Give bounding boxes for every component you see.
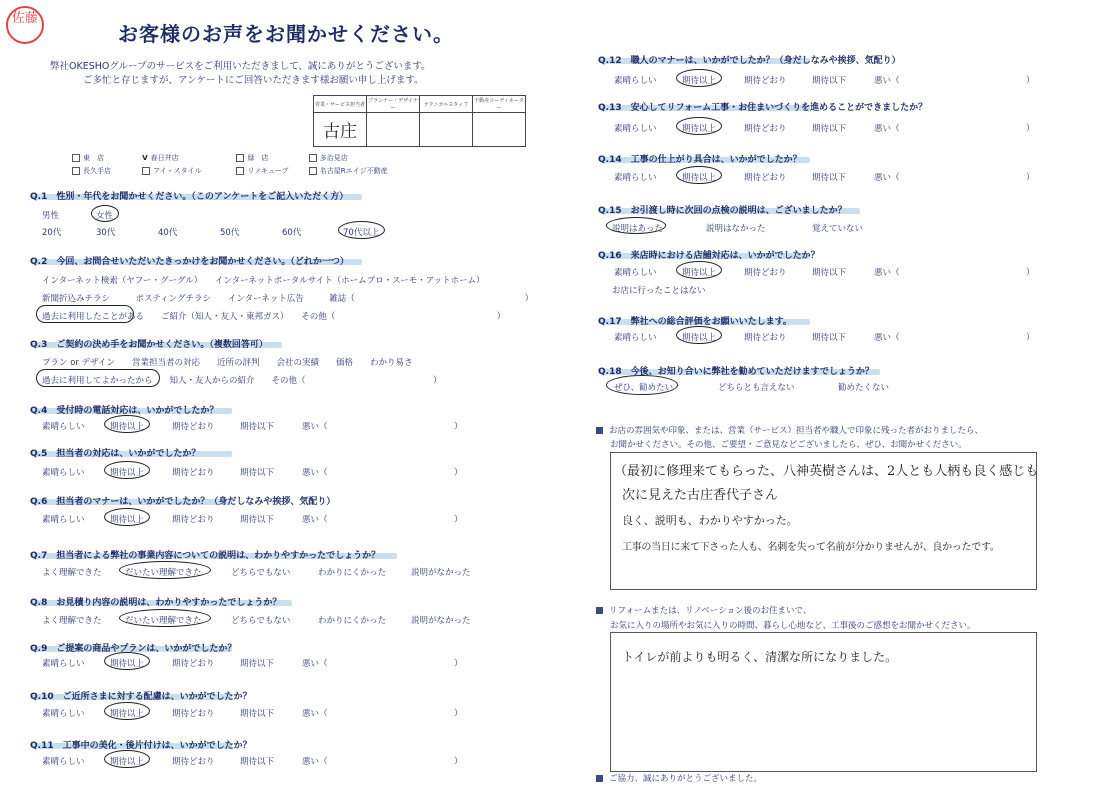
q9-option[interactable]: 悪い（ — [302, 659, 328, 669]
branch-list — [72, 152, 388, 178]
q17-option[interactable]: 期待どおり — [744, 333, 787, 343]
q6-label: Q.6 担当者のマナーは、いかがでしたか？（身だしなみや挨拶、気配り） — [30, 497, 336, 507]
staff-header-estate: 不動産コーディネーター — [473, 96, 526, 113]
q13-circle — [676, 117, 722, 135]
q8-circle — [119, 609, 211, 627]
q16-label: Q.16 来店時における店舗対応は、いかがでしたか？ — [598, 251, 820, 261]
q18-opt-1[interactable]: ぜひ、勧めたい — [614, 383, 674, 393]
staff-table — [313, 95, 526, 147]
q16-circle — [676, 261, 722, 279]
branch-label: 名古屋Rエイジ不動産 — [319, 167, 388, 175]
q8-opt-1[interactable]: よく理解できた — [42, 616, 102, 626]
bullet-square — [596, 775, 603, 782]
q2-line-3[interactable]: 過去に利用したことがある ご紹介（知人・友人・東邦ガス） その他（ ） — [42, 312, 506, 322]
q9-option[interactable]: 期待どおり — [172, 659, 215, 669]
q13-option[interactable]: 期待以上 — [682, 124, 717, 134]
staff-technical-cell[interactable] — [420, 113, 473, 147]
comment1-hand-2: 次に見えた古庄香代子さん — [622, 488, 779, 503]
q7-opt-2[interactable]: だいたい理解できた — [125, 568, 202, 578]
q5-option[interactable]: 期待どおり — [172, 468, 215, 478]
q14-option: ） — [1026, 173, 1035, 183]
q4-option[interactable]: 素晴らしい — [42, 422, 85, 432]
q17-option[interactable]: 期待以上 — [682, 333, 717, 343]
staff-name[interactable]: 古庄 — [314, 113, 367, 147]
q9-option: ） — [454, 659, 463, 669]
q9-option[interactable]: 期待以下 — [240, 659, 275, 669]
comment2-hand: トイレが前よりも明るく、清潔な所になりました。 — [622, 650, 898, 664]
q8-opt-2[interactable]: だいたい理解できた — [125, 616, 202, 626]
q3-label: Q.3 ご契約の決め手をお聞かせください。（複数回答可） — [30, 340, 268, 350]
q11-circle — [104, 750, 150, 768]
q2-line-1[interactable]: インターネット検索（ヤフー・グーグル） インターネットポータルサイト（ホームプロ・スーモ・アットホーム） — [42, 276, 485, 286]
bullet-square — [596, 607, 603, 614]
q13-option[interactable]: 期待どおり — [744, 124, 787, 134]
q13-option[interactable]: 素晴らしい — [614, 124, 657, 134]
q6-option[interactable]: 期待以下 — [240, 515, 275, 525]
comment1-hand-1: （最初に修理来てもらった、八神英樹さんは、2人とも人柄も良く感じも — [614, 464, 1039, 479]
q9-label: Q.9 ご提案の商品やプランは、いかがでしたか？ — [30, 644, 237, 654]
q2-line-2[interactable]: 新聞折込みチラシ ポスティングチラシ インターネット広告 雑誌（ ） — [42, 294, 534, 304]
q1-male[interactable]: 男性 — [42, 211, 60, 221]
branch-label: 春日井店 — [150, 154, 179, 162]
q13-option[interactable]: 期待以下 — [812, 124, 847, 134]
q4-option: ） — [454, 422, 463, 432]
q3-line-2[interactable]: 過去に利用してよかったから 知人・友人からの紹介 その他（ ） — [42, 376, 442, 386]
q15-label: Q.15 お引渡し時に次回の点検の説明は、ございましたか？ — [598, 206, 847, 216]
q1-female[interactable]: 女性 — [96, 211, 114, 221]
q10-circle — [104, 702, 150, 720]
q4-circle — [104, 415, 150, 433]
q12-option[interactable]: 期待以下 — [812, 76, 847, 86]
q14-option[interactable]: 悪い（ — [874, 173, 900, 183]
q6-option[interactable]: 期待以上 — [110, 515, 145, 525]
q17-label: Q.17 弊社への総合評価をお願いいたします。 — [598, 317, 792, 327]
comment2-prompt-1: リフォームまたは、リノベーション後のお住まいで、 — [596, 604, 811, 616]
staff-header-technical: テクニカルスタッフ — [420, 96, 473, 113]
q16-never-visited[interactable]: お店に行ったことはない — [612, 286, 706, 296]
q8-opt-3[interactable]: どちらでもない — [231, 616, 291, 626]
q15-circle — [606, 217, 666, 234]
q12-option[interactable]: 期待どおり — [744, 76, 787, 86]
q17-option[interactable]: 悪い（ — [874, 333, 900, 343]
q11-option[interactable]: 期待以下 — [240, 757, 275, 767]
q5-option[interactable]: 期待以下 — [240, 468, 275, 478]
staff-estate-cell[interactable] — [473, 113, 526, 147]
q14-option[interactable]: 期待以下 — [812, 173, 847, 183]
q18-circle — [606, 375, 678, 395]
q13-label: Q.13 安心してリフォーム工事・お住まいづくりを進めることができましたか？ — [598, 103, 928, 113]
q11-option[interactable]: 期待どおり — [172, 757, 215, 767]
q14-option[interactable]: 期待以上 — [682, 173, 717, 183]
q12-option[interactable]: 素晴らしい — [614, 76, 657, 86]
q10-option[interactable]: 期待どおり — [172, 709, 215, 719]
q1-female-circle — [91, 205, 119, 222]
q4-option[interactable]: 期待以下 — [240, 422, 275, 432]
q16-option[interactable]: 期待どおり — [744, 268, 787, 278]
q11-option: ） — [454, 757, 463, 767]
comment1-hand-4: 工事の当日に来て下さった人も、名刺を失って名前が分かりませんが、良かったです。 — [622, 542, 1000, 553]
q15-opt-1[interactable]: 説明はあった — [612, 224, 663, 234]
branch-checkbox[interactable] — [142, 167, 150, 175]
branch-label: 緑 店 — [247, 154, 269, 162]
q8-opt-5[interactable]: 説明がなかった — [411, 616, 471, 626]
q5-option[interactable]: 期待以上 — [110, 468, 145, 478]
branch-label: アイ・スタイル — [153, 167, 202, 175]
q10-label: Q.10 ご近所さまに対する配慮は、いかがでしたか？ — [30, 692, 252, 702]
q7-circle — [119, 561, 211, 579]
q11-option[interactable]: 期待以上 — [110, 757, 145, 767]
q15-opt-2[interactable]: 説明はなかった — [706, 224, 766, 234]
branch-label: 東 店 — [83, 154, 104, 162]
q16-option[interactable]: 期待以下 — [812, 268, 847, 278]
q1-label: Q.1 性別・年代をお聞かせください。（このアンケートをご記入いただく方） — [30, 192, 349, 202]
q7-opt-3[interactable]: どちらでもない — [231, 568, 291, 578]
q8-opt-4[interactable]: わかりにくかった — [318, 616, 387, 626]
q4-label: Q.4 受付時の電話対応は、いかがでしたか？ — [30, 406, 219, 416]
branch-label: リノキューブ — [247, 167, 289, 175]
q11-option[interactable]: 悪い（ — [302, 757, 328, 767]
q1-age-30[interactable]: 30代 — [96, 228, 116, 238]
q4-option[interactable]: 悪い（ — [302, 422, 328, 432]
branch-checkbox[interactable] — [309, 154, 317, 162]
q12-option[interactable]: 悪い（ — [874, 76, 900, 86]
q10-option[interactable]: 期待以下 — [240, 709, 275, 719]
q16-option[interactable]: 期待以上 — [682, 268, 717, 278]
q7-opt-4[interactable]: わかりにくかった — [318, 568, 387, 578]
page-title: お客様のお声をお聞かせください。 — [118, 22, 454, 46]
q7-label: Q.7 担当者による弊社の事業内容についての説明は、わかりやすかったでしょうか？ — [30, 551, 381, 561]
q14-label: Q.14 工事の仕上がり具合は、いかがでしたか？ — [598, 155, 802, 165]
q1-age-40[interactable]: 40代 — [158, 228, 178, 238]
intro-line-1: 弊社OKESHOグループのサービスをご利用いただきまして、誠にありがとうございます。 — [50, 61, 431, 72]
q11-option[interactable]: 素晴らしい — [42, 757, 85, 767]
q14-circle — [676, 166, 722, 184]
q12-option: ） — [1026, 76, 1035, 86]
q6-option: ） — [454, 515, 463, 525]
q16-option: ） — [1026, 268, 1035, 278]
branch-check-mark: V — [142, 154, 148, 162]
branch-checkbox[interactable] — [72, 167, 80, 175]
q17-option[interactable]: 素晴らしい — [614, 333, 657, 343]
comment1-prompt-2: お聞かせください。その他、ご要望・ご意見などございましたら、ぜひ、お聞かせください。 — [610, 440, 967, 450]
q18-label: Q.18 今後、お知り合いに弊社を勧めていただけますでしょうか？ — [598, 367, 874, 377]
q16-option[interactable]: 素晴らしい — [614, 268, 657, 278]
q15-opt-3[interactable]: 覚えていない — [812, 224, 864, 234]
q1-age-70-circle — [338, 221, 385, 239]
q5-option: ） — [454, 468, 463, 478]
q4-option[interactable]: 期待どおり — [172, 422, 215, 432]
branch-checkbox[interactable] — [236, 154, 244, 162]
comment1-hand-3: 良く、説明も、わかりやすかった。 — [622, 514, 798, 527]
q9-option[interactable]: 素晴らしい — [42, 659, 85, 669]
q16-option[interactable]: 悪い（ — [874, 268, 900, 278]
q12-option[interactable]: 期待以上 — [682, 76, 717, 86]
q17-option[interactable]: 期待以下 — [812, 333, 847, 343]
seal-stamp: 佐藤 — [6, 6, 44, 44]
q7-opt-1[interactable]: よく理解できた — [42, 568, 102, 578]
q14-option[interactable]: 期待どおり — [744, 173, 787, 183]
q13-option[interactable]: 悪い（ — [874, 124, 900, 134]
q5-label: Q.5 担当者の対応は、いかがでしたか？ — [30, 449, 201, 459]
q6-option[interactable]: 素晴らしい — [42, 515, 85, 525]
branch-checkbox[interactable] — [236, 167, 244, 175]
q14-option[interactable]: 素晴らしい — [614, 173, 657, 183]
q1-age-60[interactable]: 60代 — [282, 228, 302, 238]
q18-opt-2[interactable]: どちらとも言えない — [718, 383, 795, 393]
q2-past-use-circle — [36, 305, 134, 323]
q10-option[interactable]: 悪い（ — [302, 709, 328, 719]
q5-option[interactable]: 悪い（ — [302, 468, 328, 478]
q3-line-1[interactable]: プラン or デザイン 営業担当者の対応 近所の評判 会社の実績 価格 わかり易さ — [42, 358, 413, 368]
comment2-prompt-2: お気に入りの場所やお気に入りの時間、暮らし心地など、工事後のご感想をお聞かせください。 — [610, 621, 976, 631]
q5-option[interactable]: 素晴らしい — [42, 468, 85, 478]
staff-header-sales: 営業・サービス担当者 — [314, 96, 367, 113]
branch-label: 多治見店 — [319, 154, 348, 162]
q11-label: Q.11 工事中の美化・後片付けは、いかがでしたか？ — [30, 741, 252, 751]
q3-past-good-circle — [36, 369, 160, 387]
q1-age-20[interactable]: 20代 — [42, 228, 62, 238]
q6-option[interactable]: 期待どおり — [172, 515, 215, 525]
q10-option: ） — [454, 709, 463, 719]
closing-text: ご協力、誠にありがとうございました。 — [596, 772, 762, 784]
q12-circle — [676, 69, 722, 87]
q7-opt-5[interactable]: 説明がなかった — [411, 568, 471, 578]
q13-option: ） — [1026, 124, 1035, 134]
q10-option[interactable]: 期待以上 — [110, 709, 145, 719]
q18-opt-3[interactable]: 勧めたくない — [838, 383, 890, 393]
staff-planner-cell[interactable] — [367, 113, 420, 147]
branch-checkbox[interactable] — [309, 167, 317, 175]
q9-option[interactable]: 期待以上 — [110, 659, 145, 669]
q17-option: ） — [1026, 333, 1035, 343]
q10-option[interactable]: 素晴らしい — [42, 709, 85, 719]
bullet-square — [596, 427, 603, 434]
q12-label: Q.12 職人のマナーは、いかがでしたか？（身だしなみや挨拶、気配り） — [598, 56, 901, 66]
q1-age-70[interactable]: 70代以上 — [343, 228, 380, 238]
intro-line-2: ご多忙と存じますが、アンケートにご回答いただきます様お願い申し上げます。 — [83, 75, 424, 86]
q5-circle — [104, 461, 150, 479]
q9-circle — [104, 652, 150, 670]
comment1-prompt-1: お店の雰囲気や印象、または、営業（サービス）担当者や職人で印象に残った者がおりましたら、 — [596, 424, 983, 436]
q2-label: Q.2 今回、お問合せいただいたきっかけをお聞かせください。（どれか一つ） — [30, 257, 349, 267]
q1-age-50[interactable]: 50代 — [220, 228, 240, 238]
staff-header-planner: プランナー・デザイナー — [367, 96, 420, 113]
branch-checkbox[interactable] — [72, 154, 80, 162]
q17-circle — [676, 326, 722, 344]
branch-label: 長久手店 — [83, 167, 111, 175]
q8-label: Q.8 お見積り内容の説明は、わかりやすかったでしょうか？ — [30, 598, 282, 608]
q6-circle — [104, 508, 150, 526]
q4-option[interactable]: 期待以上 — [110, 422, 145, 432]
q6-option[interactable]: 悪い（ — [302, 515, 328, 525]
